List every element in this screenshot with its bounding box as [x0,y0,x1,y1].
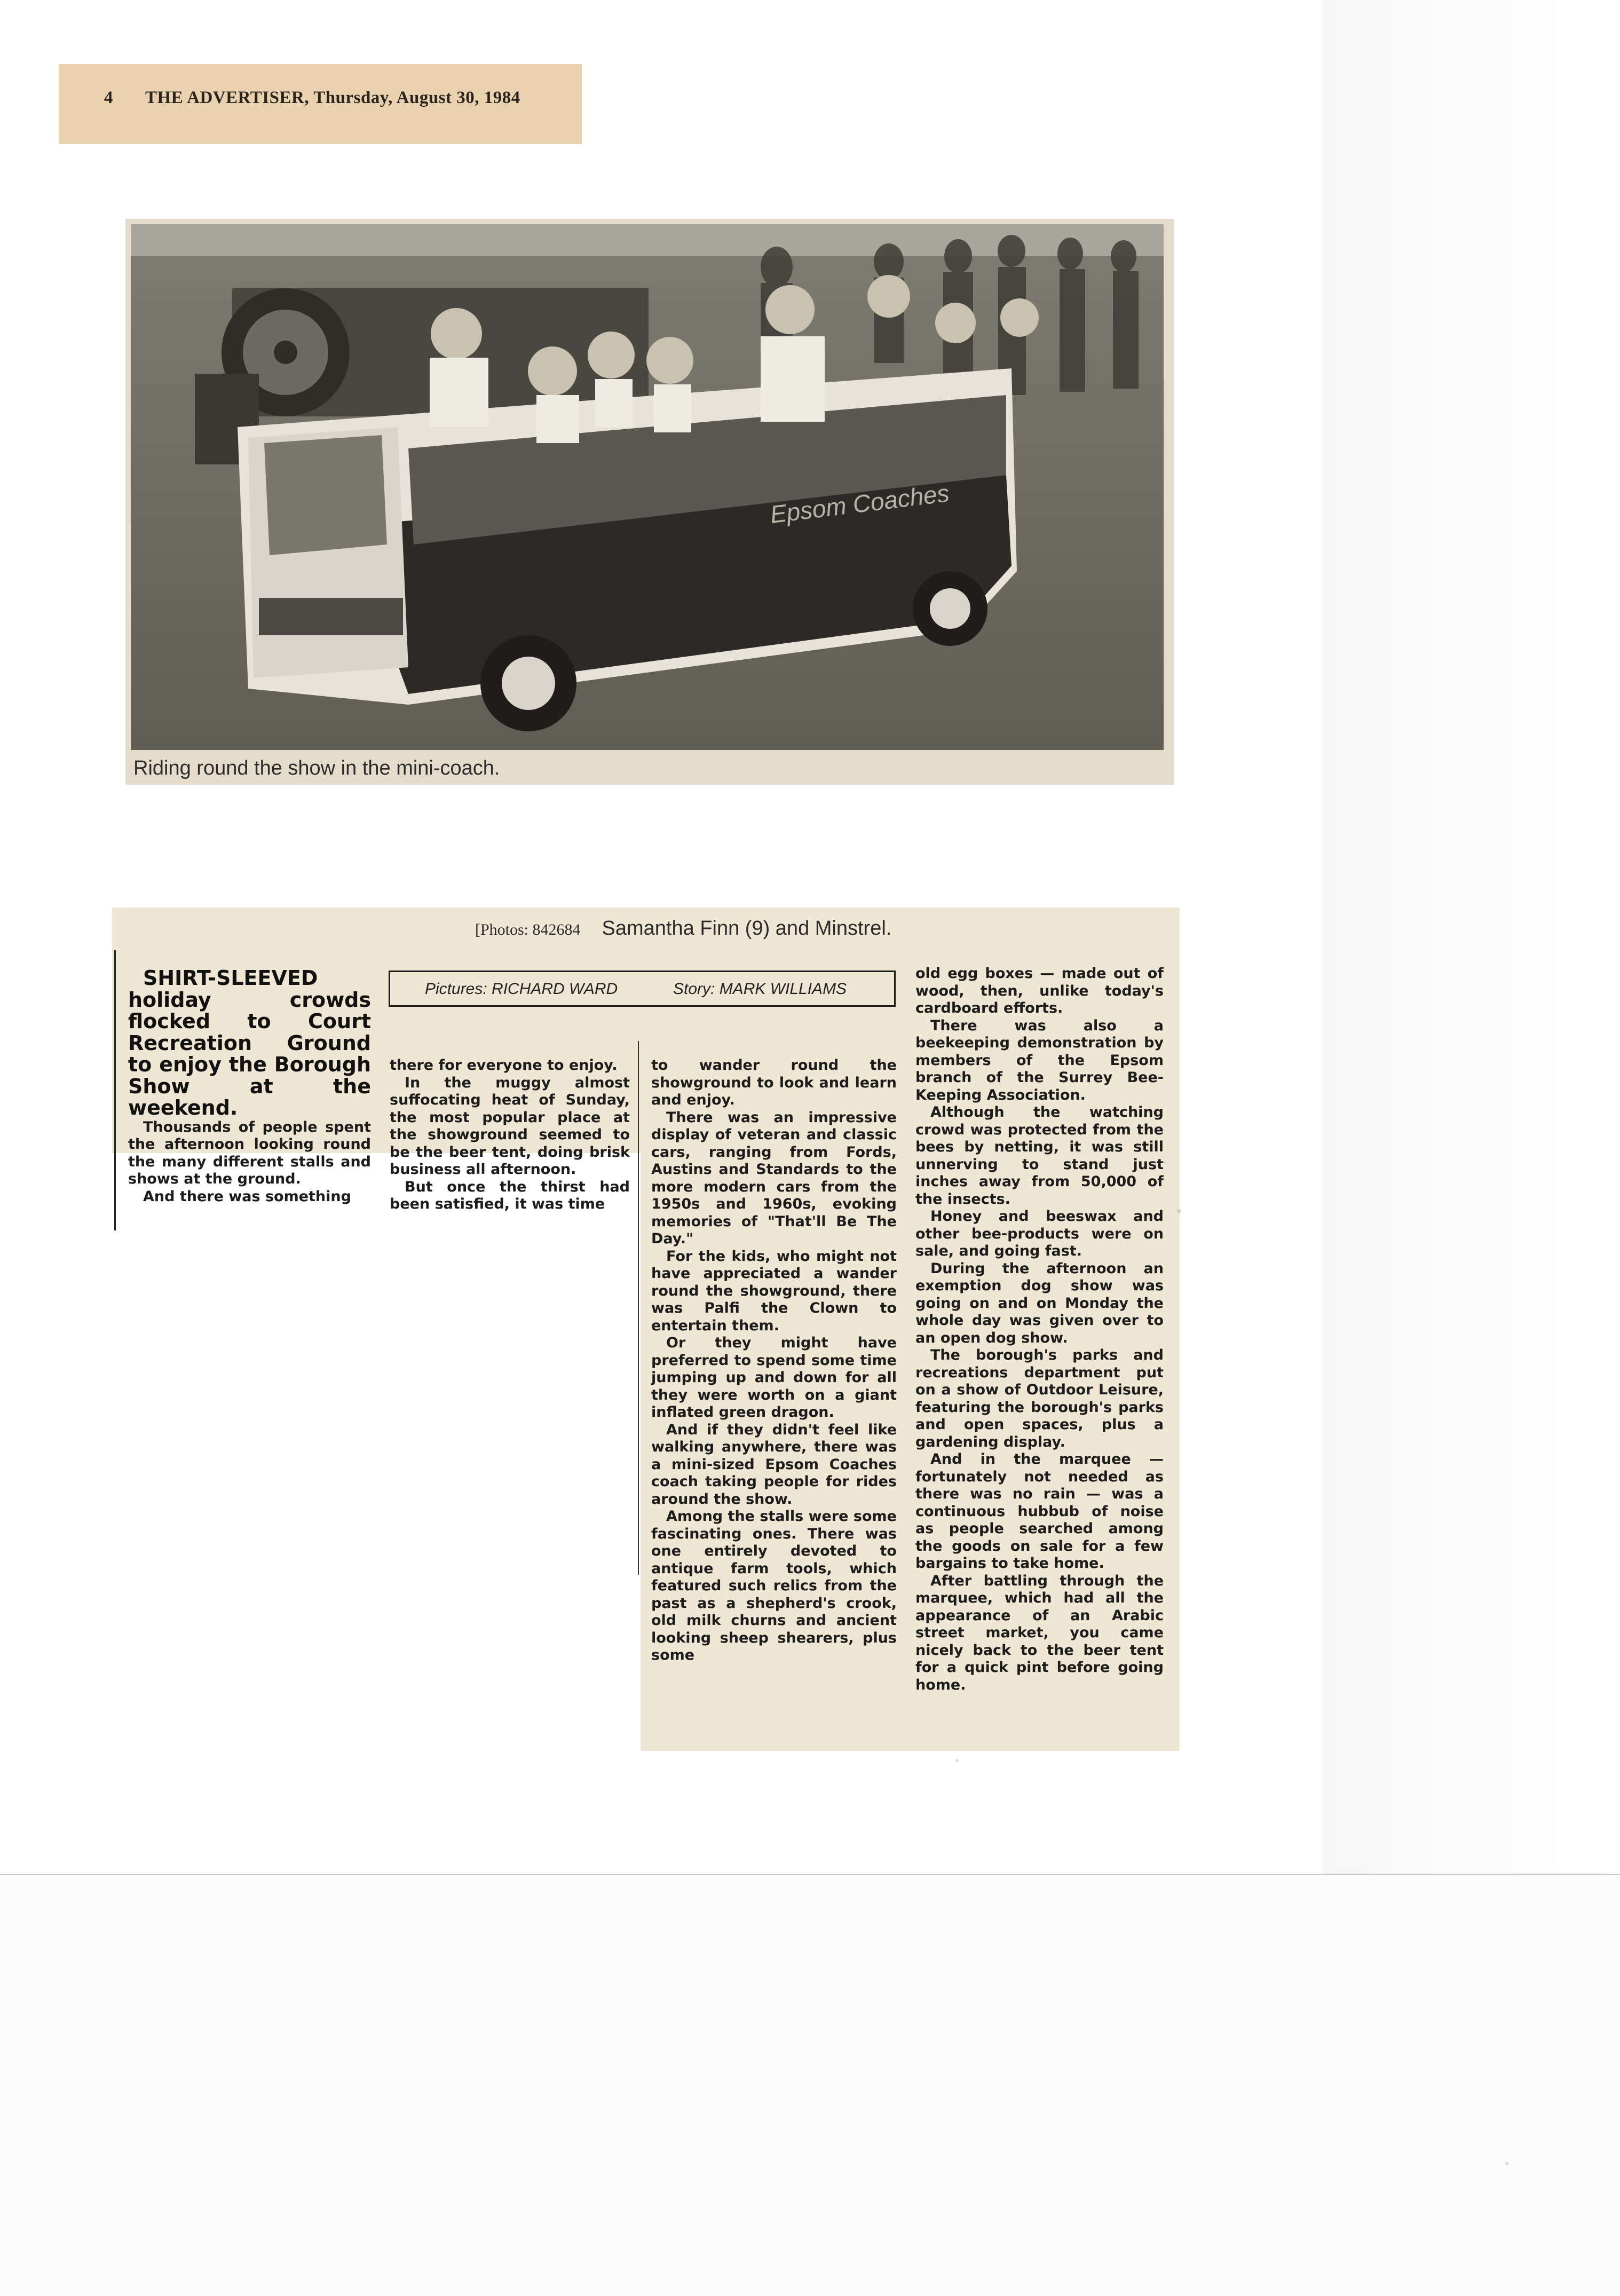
article-paragraph: there for everyone to enjoy. [390,1057,618,1074]
article-column-4 [915,965,1164,1694]
article-paragraph: For the kids, who might not have appreciated a wander round the showground, there was Palfi the Clown to entertain them. [651,1248,897,1334]
article-paragraph: to wander round the showground to look and learn and enjoy. [651,1057,897,1108]
story-credit: Story: MARK WILLIAMS [673,980,847,998]
scanner-page-edge-bottom [0,1874,1620,2296]
scan-speck [1177,1209,1181,1213]
mini-coach-illustration [131,224,1164,750]
article-clipping [112,908,1180,1751]
scan-speck [955,1759,959,1762]
article-paragraph: Honey and beeswax and other bee-products were on sale, and going fast. [915,1208,1164,1259]
article-paragraph: After battling through the marquee, which had all the appearance of an Arabic street market, you came nicely back to the beer tent for a quick pint before going home. [915,1572,1164,1693]
mini-coach-photo [131,224,1164,750]
article-paragraph: Although the watching crowd was protected from the bees by netting, it was still unnerving to stand just inches away from 50,000 of the insects. [915,1104,1164,1208]
article-paragraph: Or they might have preferred to spend some time jumping up and down for all they were worth on a giant inflated green dragon. [651,1335,897,1421]
article-paragraph: The borough's parks and recreations department put on a show of Outdoor Leisure, featuring the borough's parks and open spaces, plus a gardening display. [915,1347,1164,1450]
scan-speck [1505,2162,1508,2165]
photo-credit-line [475,917,891,940]
left-column-rule [114,950,116,1230]
article-paragraph: And in the marquee — fortunately not needed as there was no rain — was a continuous hubbub of noise as people searched among the goods on sale for a few bargains to take home. [915,1451,1164,1572]
coach-lettering: Epsom Coaches [768,479,951,528]
article-lead: SHIRT-SLEEVED holiday crowds flocked to Court Recreation Ground to enjoy the Borough Show at the weekend. [128,966,371,1119]
masthead [104,88,571,108]
photo-clipping [125,219,1174,785]
article-paragraph: There was also a beekeeping demonstration by members of the Epsom branch of the Surrey Bee-Keeping Association. [915,1017,1164,1103]
article-paragraph: Among the stalls were some fascinating ones. There was one entirely devoted to antique farm tools, which featured such relics from the past as a shepherd's crook, old milk churns and ancient looking sheep shearers, plus some [651,1508,897,1663]
article-paragraph: And there was something [143,1188,351,1205]
pictures-credit: Pictures: RICHARD WARD [425,980,618,998]
byline-box [389,971,896,1007]
article-column-3 [651,1057,897,1664]
article-paragraph: And if they didn't feel like walking anywhere, there was a mini-sized Epsom Coaches coach taking people for rides around the show. [651,1421,897,1508]
article-column-2 [390,1057,630,1213]
masthead-clipping [59,64,582,144]
photo-credit: [Photos: 842684 [475,921,581,938]
article-paragraph: During the afternoon an exemption dog show was going on and on Monday the whole day was given over to an open dog show. [915,1260,1164,1346]
article-paragraph: But once the thirst had been satisfied, it was time [390,1178,630,1212]
page-number: 4 [104,88,113,107]
article-paragraph: In the muggy almost suffocating heat of Sunday, the most popular place at the showground seemed to be the beer tent, doing brisk business all afternoon. [390,1074,630,1178]
article-paragraph: old egg boxes — made out of wood, then, unlike today's cardboard efforts. [915,965,1164,1016]
second-photo-caption: Samantha Finn (9) and Minstrel. [602,917,892,940]
article-paragraph: Thousands of people spent the afternoon looking round the many different stalls and shows at the ground. [128,1118,371,1187]
photo-caption: Riding round the show in the mini-coach. [133,757,500,779]
article-paragraph: There was an impressive display of veteran and classic cars, ranging from Fords, Austins and Standards to the more modern cars from the 1950s and 1960s, evoking memories of "That'll Be The Day." [651,1109,897,1247]
article-column-1 [128,967,371,1205]
column-rule [638,1041,639,1575]
masthead-title: THE ADVERTISER, Thursday, August 30, 1984 [145,88,520,107]
